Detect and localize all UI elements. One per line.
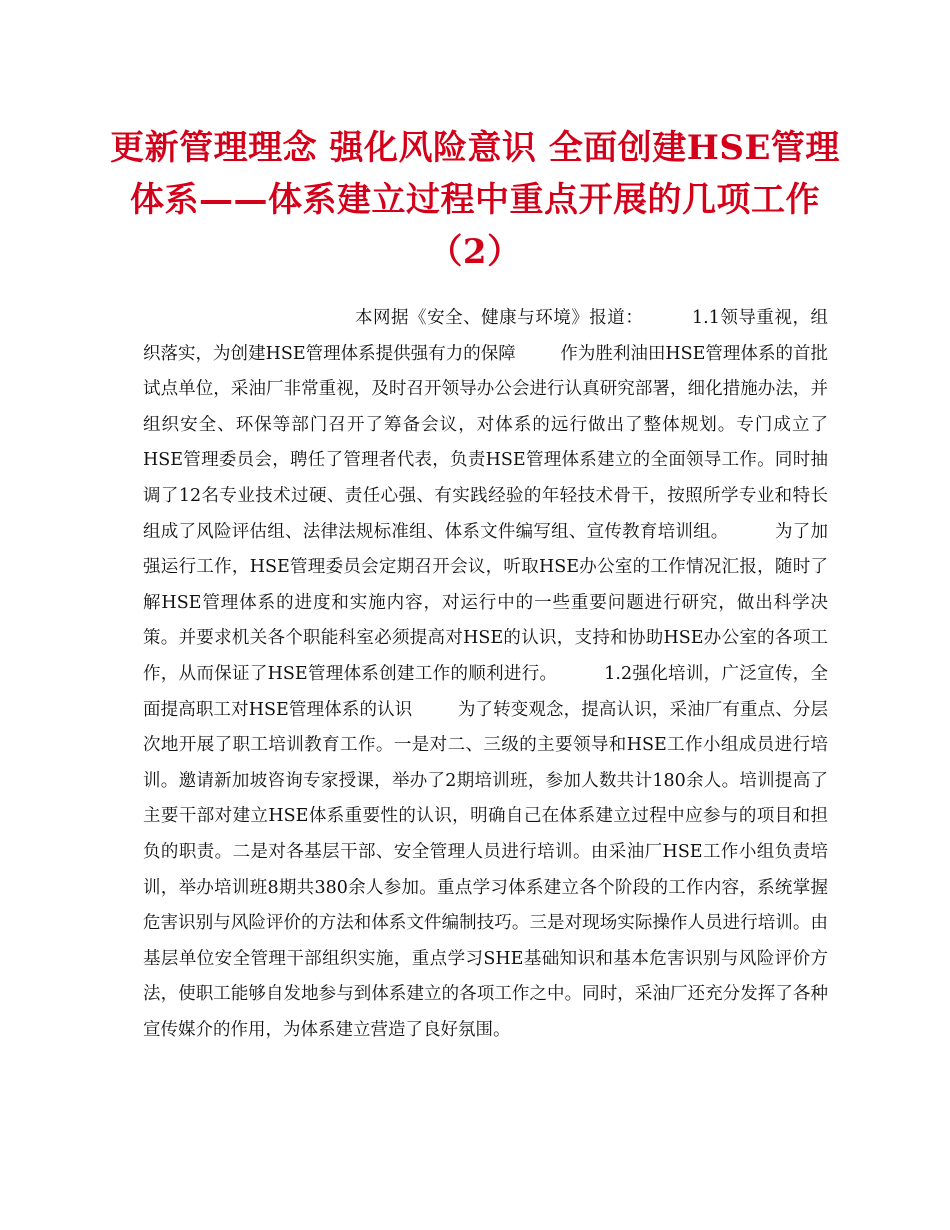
document-title: 更新管理理念 强化风险意识 全面创建HSE管理体系——体系建立过程中重点开展的几项工作（2） (110, 128, 840, 272)
document-body: 本网据《安全、健康与环境》报道： 1.1领导重视，组织落实，为创建HSE管理体系提供强有力的保障 作为胜利油田HSE管理体系的首批试点单位，采油厂非常重视，及时召开领导办公会进行认真研究部署，细化措施办法，并组织安全、环保等部门召开了筹备会议，对体系的远行做出了整体规划。专门成立了HSE管理委员会，聘任了管理者代表，负责HSE管理体系建立的全面领导工作。同时抽调了12名专业技术过硬、责任心强、有实践经验的年轻技术骨干，按照所学专业和特长组成了风险评估组、法律法规标准组、体系文件编写组、宣传教育培训组。 为了加强运行工作，HSE管理委员会定期召开会议，听取HSE办公室的工作情况汇报，随时了解HSE管理体系的进度和实施内容，对运行中的一些重要问题进行研究，做出科学决策。并要求机关各个职能科室必须提高对HSE的认识，支持和协助HSE办公室的各项工作，从而保证了HSE管理体系创建工作的顺利进行。 1.2强化培训，广泛宣传，全面提高职工对HSE管理体系的认识 为了转变观念，提高认识，采油厂有重点、分层次地开展了职工培训教育工作。一是对二、三级的主要领导和HSE工作小组成员进行培训。邀请新加坡咨询专家授课，举办了2期培训班，参加人数共计180余人。培训提高了主要干部对建立HSE体系重要性的认识，明确自己在体系建立过程中应参与的项目和担负的职责。二是对各基层干部、安全管理人员进行培训。由采油厂HSE工作小组负责培训，举办培训班8期共380余人参加。重点学习体系建立各个阶段的工作内容，系统掌握危害识别与风险评价的方法和体系文件编制技巧。三是对现场实际操作人员进行培训。由基层单位安全管理干部组织实施，重点学习SHE基础知识和基本危害识别与风险评价方法，使职工能够自发地参与到体系建立的各项工作之中。同时，采油厂还充分发挥了各种宣传媒介的作用，为体系建立营造了良好氛围。 (143, 308, 828, 1040)
